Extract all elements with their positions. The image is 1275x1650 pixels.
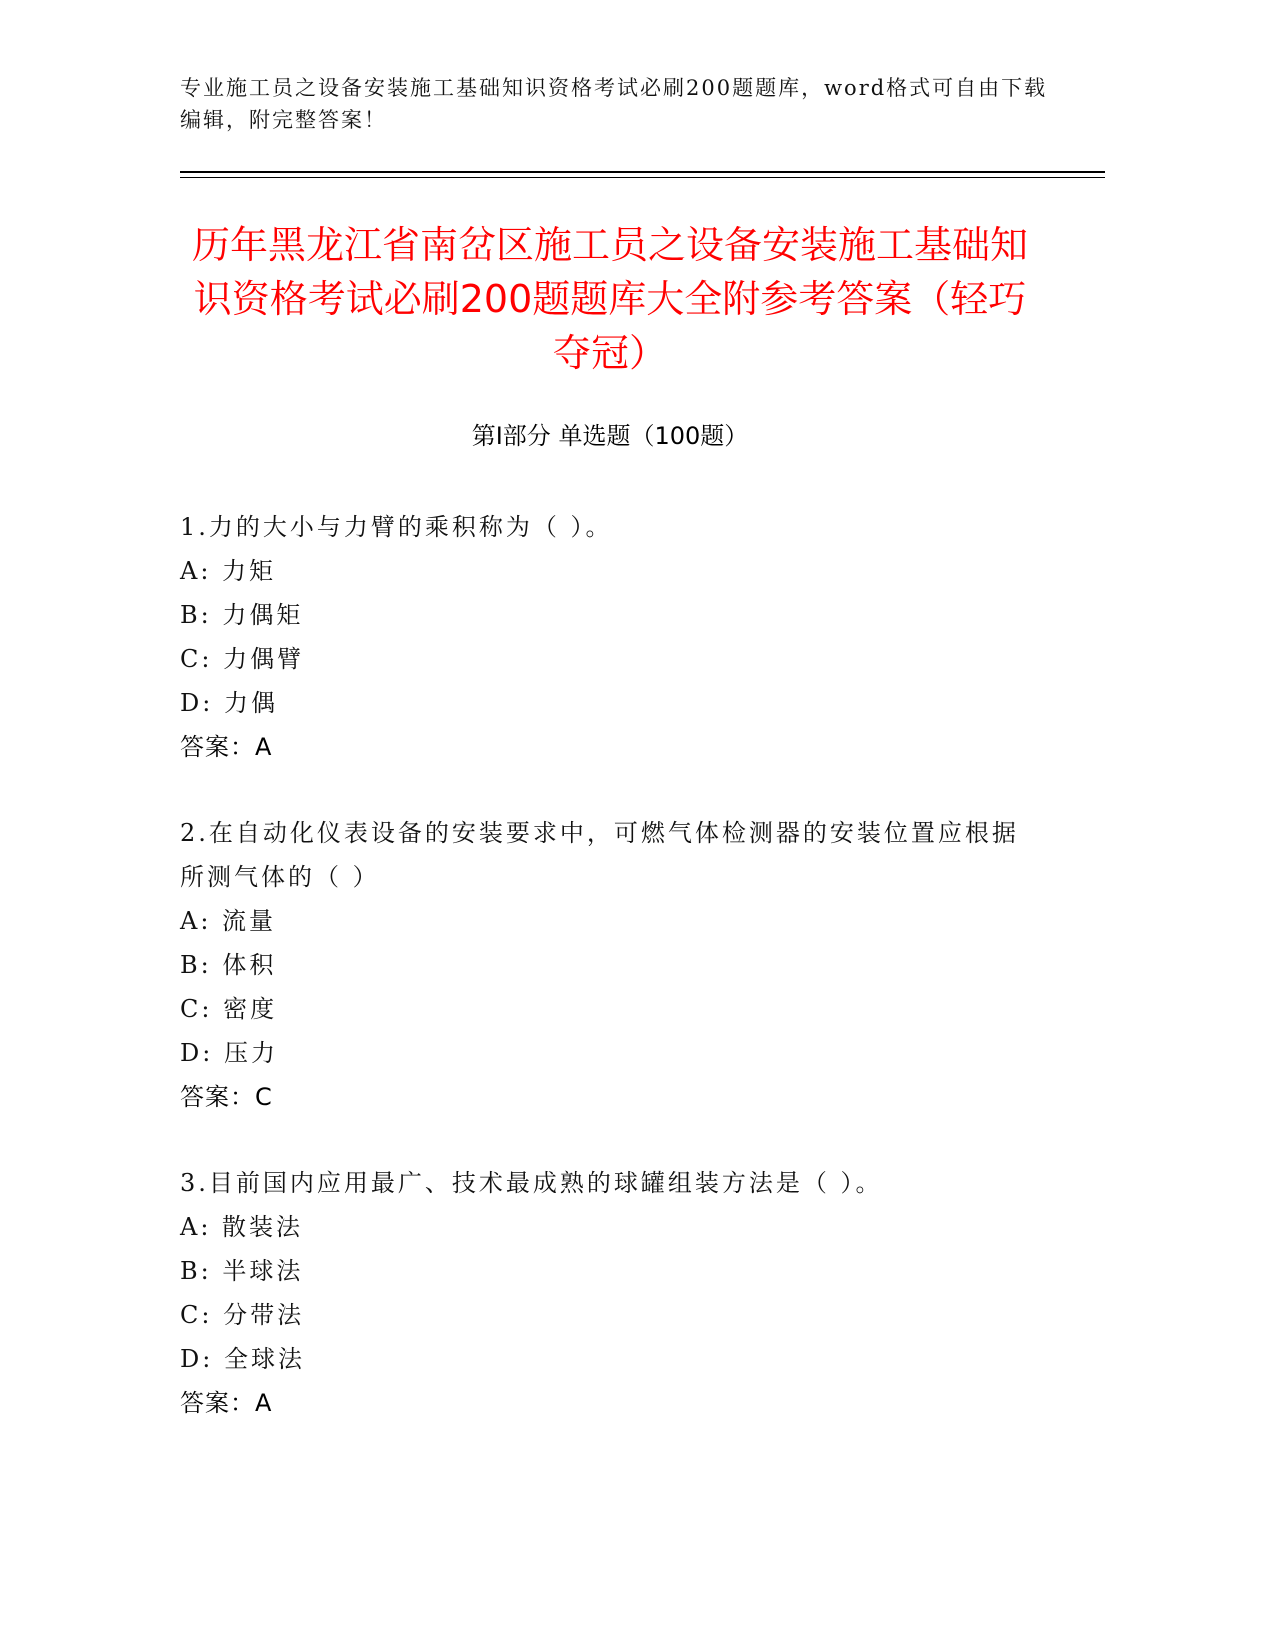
option-c: C: 力偶臂 xyxy=(180,645,305,673)
question-list xyxy=(180,505,1040,1467)
question-3 xyxy=(180,1161,1040,1425)
answer: 答案：A xyxy=(180,1389,273,1417)
question-stem: 2.在自动化仪表设备的安装要求中，可燃气体检测器的安装位置应根据所测气体的（ ） xyxy=(180,819,1019,891)
question-stem: 3.目前国内应用最广、技术最成熟的球罐组装方法是（ ）。 xyxy=(180,1169,883,1197)
document-title: 历年黑龙江省南岔区施工员之设备安装施工基础知识资格考试必刷200题题库大全附参考答案（轻巧夺冠） xyxy=(191,223,1028,375)
option-b: B: 半球法 xyxy=(180,1257,304,1285)
question-stem: 1.力的大小与力臂的乘积称为（ ）。 xyxy=(180,513,613,541)
option-d: D: 压力 xyxy=(180,1039,278,1067)
option-d: D: 全球法 xyxy=(180,1345,305,1373)
option-a: A: 流量 xyxy=(180,907,277,935)
answer: 答案：C xyxy=(180,1083,273,1111)
header-note: 专业施工员之设备安装施工基础知识资格考试必刷200题题库，word格式可自由下载编辑，附完整答案！ xyxy=(180,76,1048,132)
option-a: A: 散装法 xyxy=(180,1213,304,1241)
option-d: D: 力偶 xyxy=(180,689,278,717)
option-b: B: 力偶矩 xyxy=(180,601,304,629)
section-heading: 第Ⅰ部分 单选题（100题） xyxy=(471,422,749,450)
header-divider-thin xyxy=(180,177,1105,178)
header-divider-thick xyxy=(180,171,1105,173)
question-2 xyxy=(180,811,1040,1119)
option-c: C: 分带法 xyxy=(180,1301,305,1329)
option-a: A: 力矩 xyxy=(180,557,277,585)
option-c: C: 密度 xyxy=(180,995,278,1023)
answer: 答案：A xyxy=(180,733,273,761)
option-b: B: 体积 xyxy=(180,951,277,979)
question-1 xyxy=(180,505,1040,769)
